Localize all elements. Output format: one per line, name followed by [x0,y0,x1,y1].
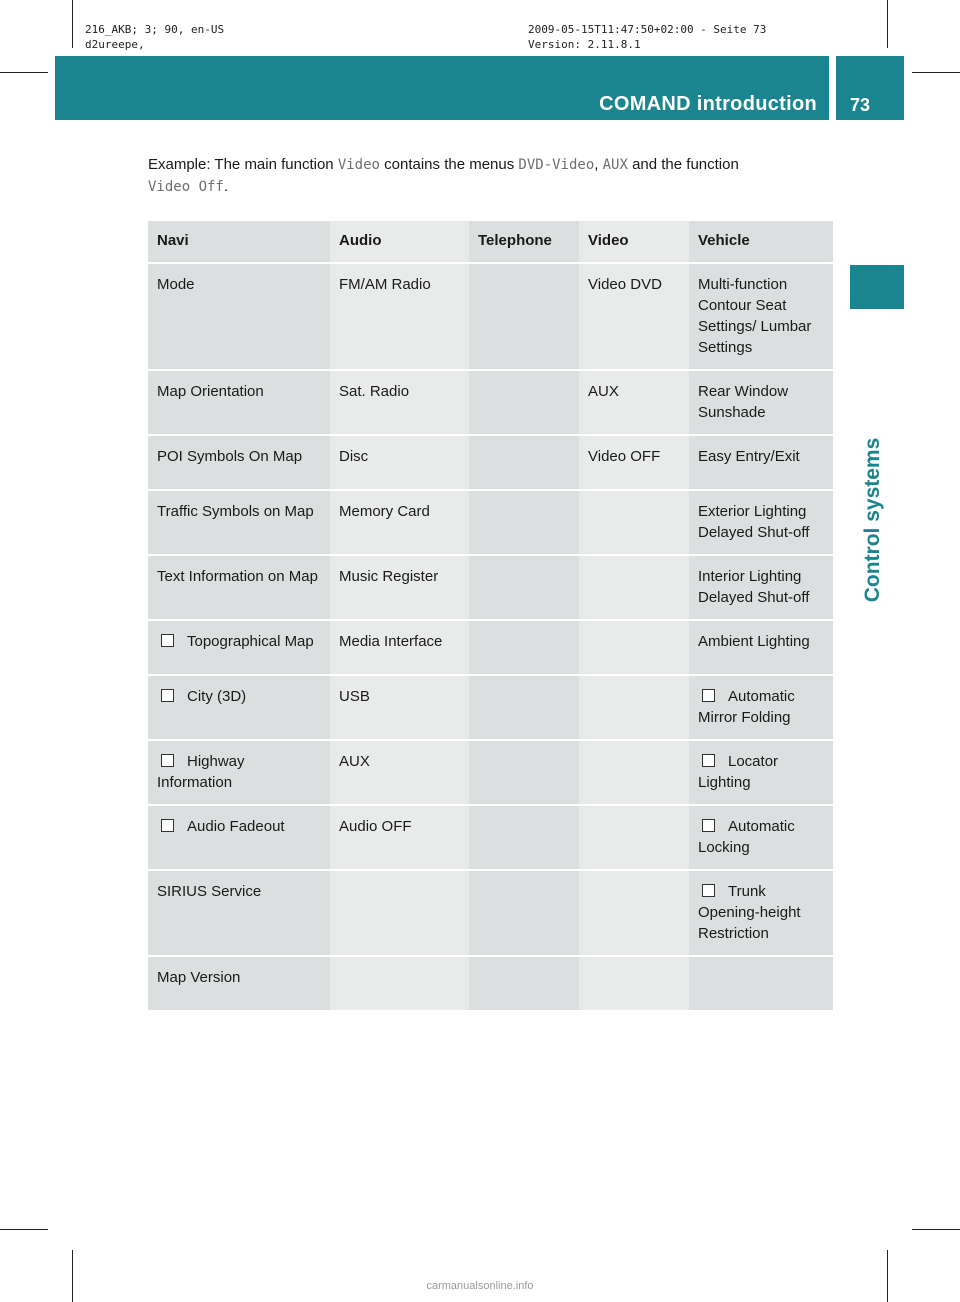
table-cell [148,870,330,956]
cell-text: AUX [588,383,619,400]
crop-mark [912,1229,960,1230]
intro-code-video: Video [337,157,380,173]
table-cell [469,740,579,805]
cell-text: Easy Entry/Exit [698,448,800,465]
column-header: Vehicle [689,221,833,263]
cell-text: Highway Information [157,753,245,791]
intro-text: , [594,156,603,173]
table-cell [469,675,579,740]
table-cell [469,870,579,956]
table-row [148,740,833,805]
table-cell [330,620,469,675]
table-cell [689,620,833,675]
table-header-row [148,221,833,263]
table-cell [469,435,579,490]
intro-code-aux: AUX [602,157,628,173]
intro-code-dvd-video: DVD-Video [518,157,595,173]
crop-mark [887,0,888,48]
crop-mark [72,1250,73,1302]
column-header: Video [579,221,689,263]
table-cell [469,555,579,620]
cell-text: Automatic Locking [698,818,795,856]
cell-text: Trunk Opening-height Restriction [698,883,801,942]
page-number: 73 [850,95,871,115]
table-cell [579,675,689,740]
cell-text: Multi-function Contour Seat Settings/ Lumbar Settings [698,276,812,356]
cell-text: SIRIUS Service [157,883,262,900]
print-meta-right-line2: Version: 2.11.8.1 [528,38,641,51]
cell-text: USB [339,688,370,705]
intro-text: . [223,178,229,195]
cell-text: FM/AM Radio [339,276,431,293]
print-meta-left [85,22,224,52]
table-row [148,956,833,1011]
intro-text: and the function [627,156,739,173]
table-cell [689,555,833,620]
table-cell [689,956,833,1011]
checkbox-icon [702,689,715,702]
table-cell [689,675,833,740]
table-cell [330,870,469,956]
table-row [148,620,833,675]
print-meta-right [528,22,766,52]
crop-mark [72,0,73,48]
cell-text: Traffic Symbols on Map [157,503,314,520]
table-cell [148,620,330,675]
table-cell [330,263,469,370]
table-cell [579,435,689,490]
table-cell [330,370,469,435]
side-tab-label: Control systems [861,437,884,603]
cell-text: Interior Lighting Delayed Shut-off [698,568,810,606]
crop-mark [887,1250,888,1302]
checkbox-icon [161,689,174,702]
cell-text: AUX [339,753,370,770]
table-cell [469,370,579,435]
cell-text: Audio Fadeout [187,818,285,835]
table-row [148,675,833,740]
table-cell [148,805,330,870]
table-row [148,870,833,956]
table-cell [148,435,330,490]
column-header: Audio [330,221,469,263]
table-cell [689,740,833,805]
print-meta-left-line2: d2ureepe, [85,38,145,51]
intro-code-video-off: Video Off [148,179,224,195]
table-cell [469,620,579,675]
table-cell [330,805,469,870]
cell-text: Audio OFF [339,818,412,835]
cell-text: Mode [157,276,195,293]
table-cell [689,870,833,956]
table-cell [330,740,469,805]
intro-text: contains the menus [379,156,519,173]
cell-text: Media Interface [339,633,443,650]
table-cell [330,490,469,555]
table-cell [579,370,689,435]
table-cell [579,490,689,555]
page-number-box [836,56,904,120]
section-title: COMAND introduction [599,93,817,115]
crop-mark [0,72,48,73]
table-cell [148,370,330,435]
table-row [148,555,833,620]
cell-text: Map Orientation [157,383,264,400]
checkbox-icon [702,754,715,767]
table-cell [148,263,330,370]
table-cell [330,675,469,740]
section-header-bar [55,56,829,120]
cell-text: Rear Window Sunshade [698,383,789,421]
table-cell [469,490,579,555]
cell-text: Memory Card [339,503,430,520]
table-row [148,805,833,870]
table-cell [148,490,330,555]
cell-text: Exterior Lighting Delayed Shut-off [698,503,810,541]
table-cell [469,263,579,370]
table-cell [689,370,833,435]
table-cell [579,805,689,870]
side-tab-label-box [853,437,893,603]
cell-text: Music Register [339,568,439,585]
table-cell [148,956,330,1011]
column-header: Telephone [469,221,579,263]
table-cell [330,956,469,1011]
menu-overview-table [148,221,833,1012]
intro-paragraph [148,154,838,198]
cell-text: Disc [339,448,369,465]
table-cell [469,956,579,1011]
table-cell [148,740,330,805]
table-cell [689,263,833,370]
table-row [148,370,833,435]
checkbox-icon [702,819,715,832]
side-tab-marker [850,265,904,309]
table-cell [689,490,833,555]
print-meta-right-line1: 2009-05-15T11:47:50+02:00 - Seite 73 [528,23,767,36]
crop-mark [912,72,960,73]
cell-text: Map Version [157,969,241,986]
footer-credit: carmanualsonline.info [426,1280,534,1292]
cell-text: Video DVD [588,276,662,293]
table-cell [330,435,469,490]
cell-text: Text Information on Map [157,568,318,585]
checkbox-icon [702,884,715,897]
table-cell [689,435,833,490]
cell-text: Topographical Map [187,633,314,650]
cell-text: Sat. Radio [339,383,410,400]
cell-text: POI Symbols On Map [157,448,303,465]
table-cell [330,555,469,620]
table-row [148,263,833,370]
cell-text: Video OFF [588,448,661,465]
checkbox-icon [161,754,174,767]
table-row [148,490,833,555]
table-cell [689,805,833,870]
intro-text: Example: The main function [148,156,338,173]
table-cell [579,555,689,620]
table-cell [579,870,689,956]
table-cell [469,805,579,870]
cell-text: Ambient Lighting [698,633,810,650]
checkbox-icon [161,819,174,832]
checkbox-icon [161,634,174,647]
table-row [148,435,833,490]
cell-text: Automatic Mirror Folding [698,688,795,726]
cell-text: Locator Lighting [698,753,779,791]
print-meta-left-line1: 216_AKB; 3; 90, en-US [85,23,225,36]
crop-mark [0,1229,48,1230]
table-cell [148,675,330,740]
table-cell [579,620,689,675]
table-cell [579,740,689,805]
table-cell [579,263,689,370]
table-cell [148,555,330,620]
cell-text: City (3D) [187,688,247,705]
column-header: Navi [148,221,330,263]
table-cell [579,956,689,1011]
